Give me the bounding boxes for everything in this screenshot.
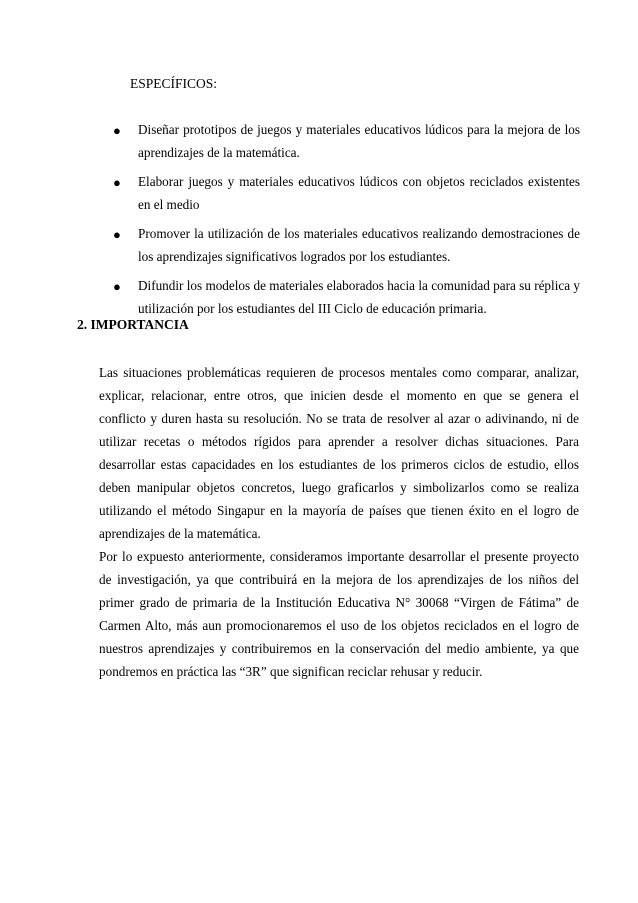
- bullet-icon: ●: [113, 227, 121, 242]
- list-item: [105, 170, 580, 216]
- list-item-text: Promover la utilización de los materiales educativos realizando demostraciones de los aprendizajes significativos logrados por los estudiantes.: [138, 226, 580, 264]
- paragraph: Por lo expuesto anteriormente, consideramos importante desarrollar el presente proyecto de investigación, ya que contribuirá en la mejora de los aprendizajes de los niños del primer grado de primaria de la Institución Educativa N° 30068 “Virgen de Fátima” de Carmen Alto, más aun promocionaremos el uso de los objetos reciclados en el logro de nuestros aprendizajes y contribuiremos en la conservación del medio ambiente, ya que pondremos en práctica las “3R” que significan reciclar rehusar y reducir.: [99, 549, 579, 679]
- bullet-icon: ●: [113, 123, 121, 138]
- bullet-icon: ●: [113, 175, 121, 190]
- list-item: [105, 222, 580, 268]
- list-item: [105, 118, 580, 164]
- bullet-icon: ●: [113, 279, 121, 294]
- paragraph: Las situaciones problemáticas requieren de procesos mentales como comparar, analizar, explicar, relacionar, entre otros, que inicien desde el momento en que se genera el conflicto y duren hasta su resolución. No se trata de resolver al azar o adivinando, ni de utilizar recetas o métodos rígidos para aprender a resolver dichas situaciones. Para desarrollar estas capacidades en los estudiantes de los primeros ciclos de estudio, ellos deben manipular objetos concretos, luego graficarlos y simbolizarlos como se realiza utilizando el método Singapur en la mayoría de países que tienen éxito en el logro de aprendizajes de la matemática.: [99, 365, 579, 541]
- list-item-text: Elaborar juegos y materiales educativos lúdicos con objetos reciclados existentes en el medio: [138, 174, 580, 212]
- especificos-heading: ESPECÍFICOS:: [130, 76, 218, 91]
- importancia-body: [99, 361, 579, 683]
- list-item-text: Diseñar prototipos de juegos y materiales educativos lúdicos para la mejora de los aprendizajes de la matemática.: [138, 122, 580, 160]
- section-heading-importancia: 2. IMPORTANCIA: [77, 317, 189, 332]
- list-item-text: Difundir los modelos de materiales elaborados hacia la comunidad para su réplica y utilización por los estudiantes del III Ciclo de educación primaria.: [138, 278, 580, 316]
- list-item: [105, 274, 580, 320]
- especificos-list: [105, 118, 580, 326]
